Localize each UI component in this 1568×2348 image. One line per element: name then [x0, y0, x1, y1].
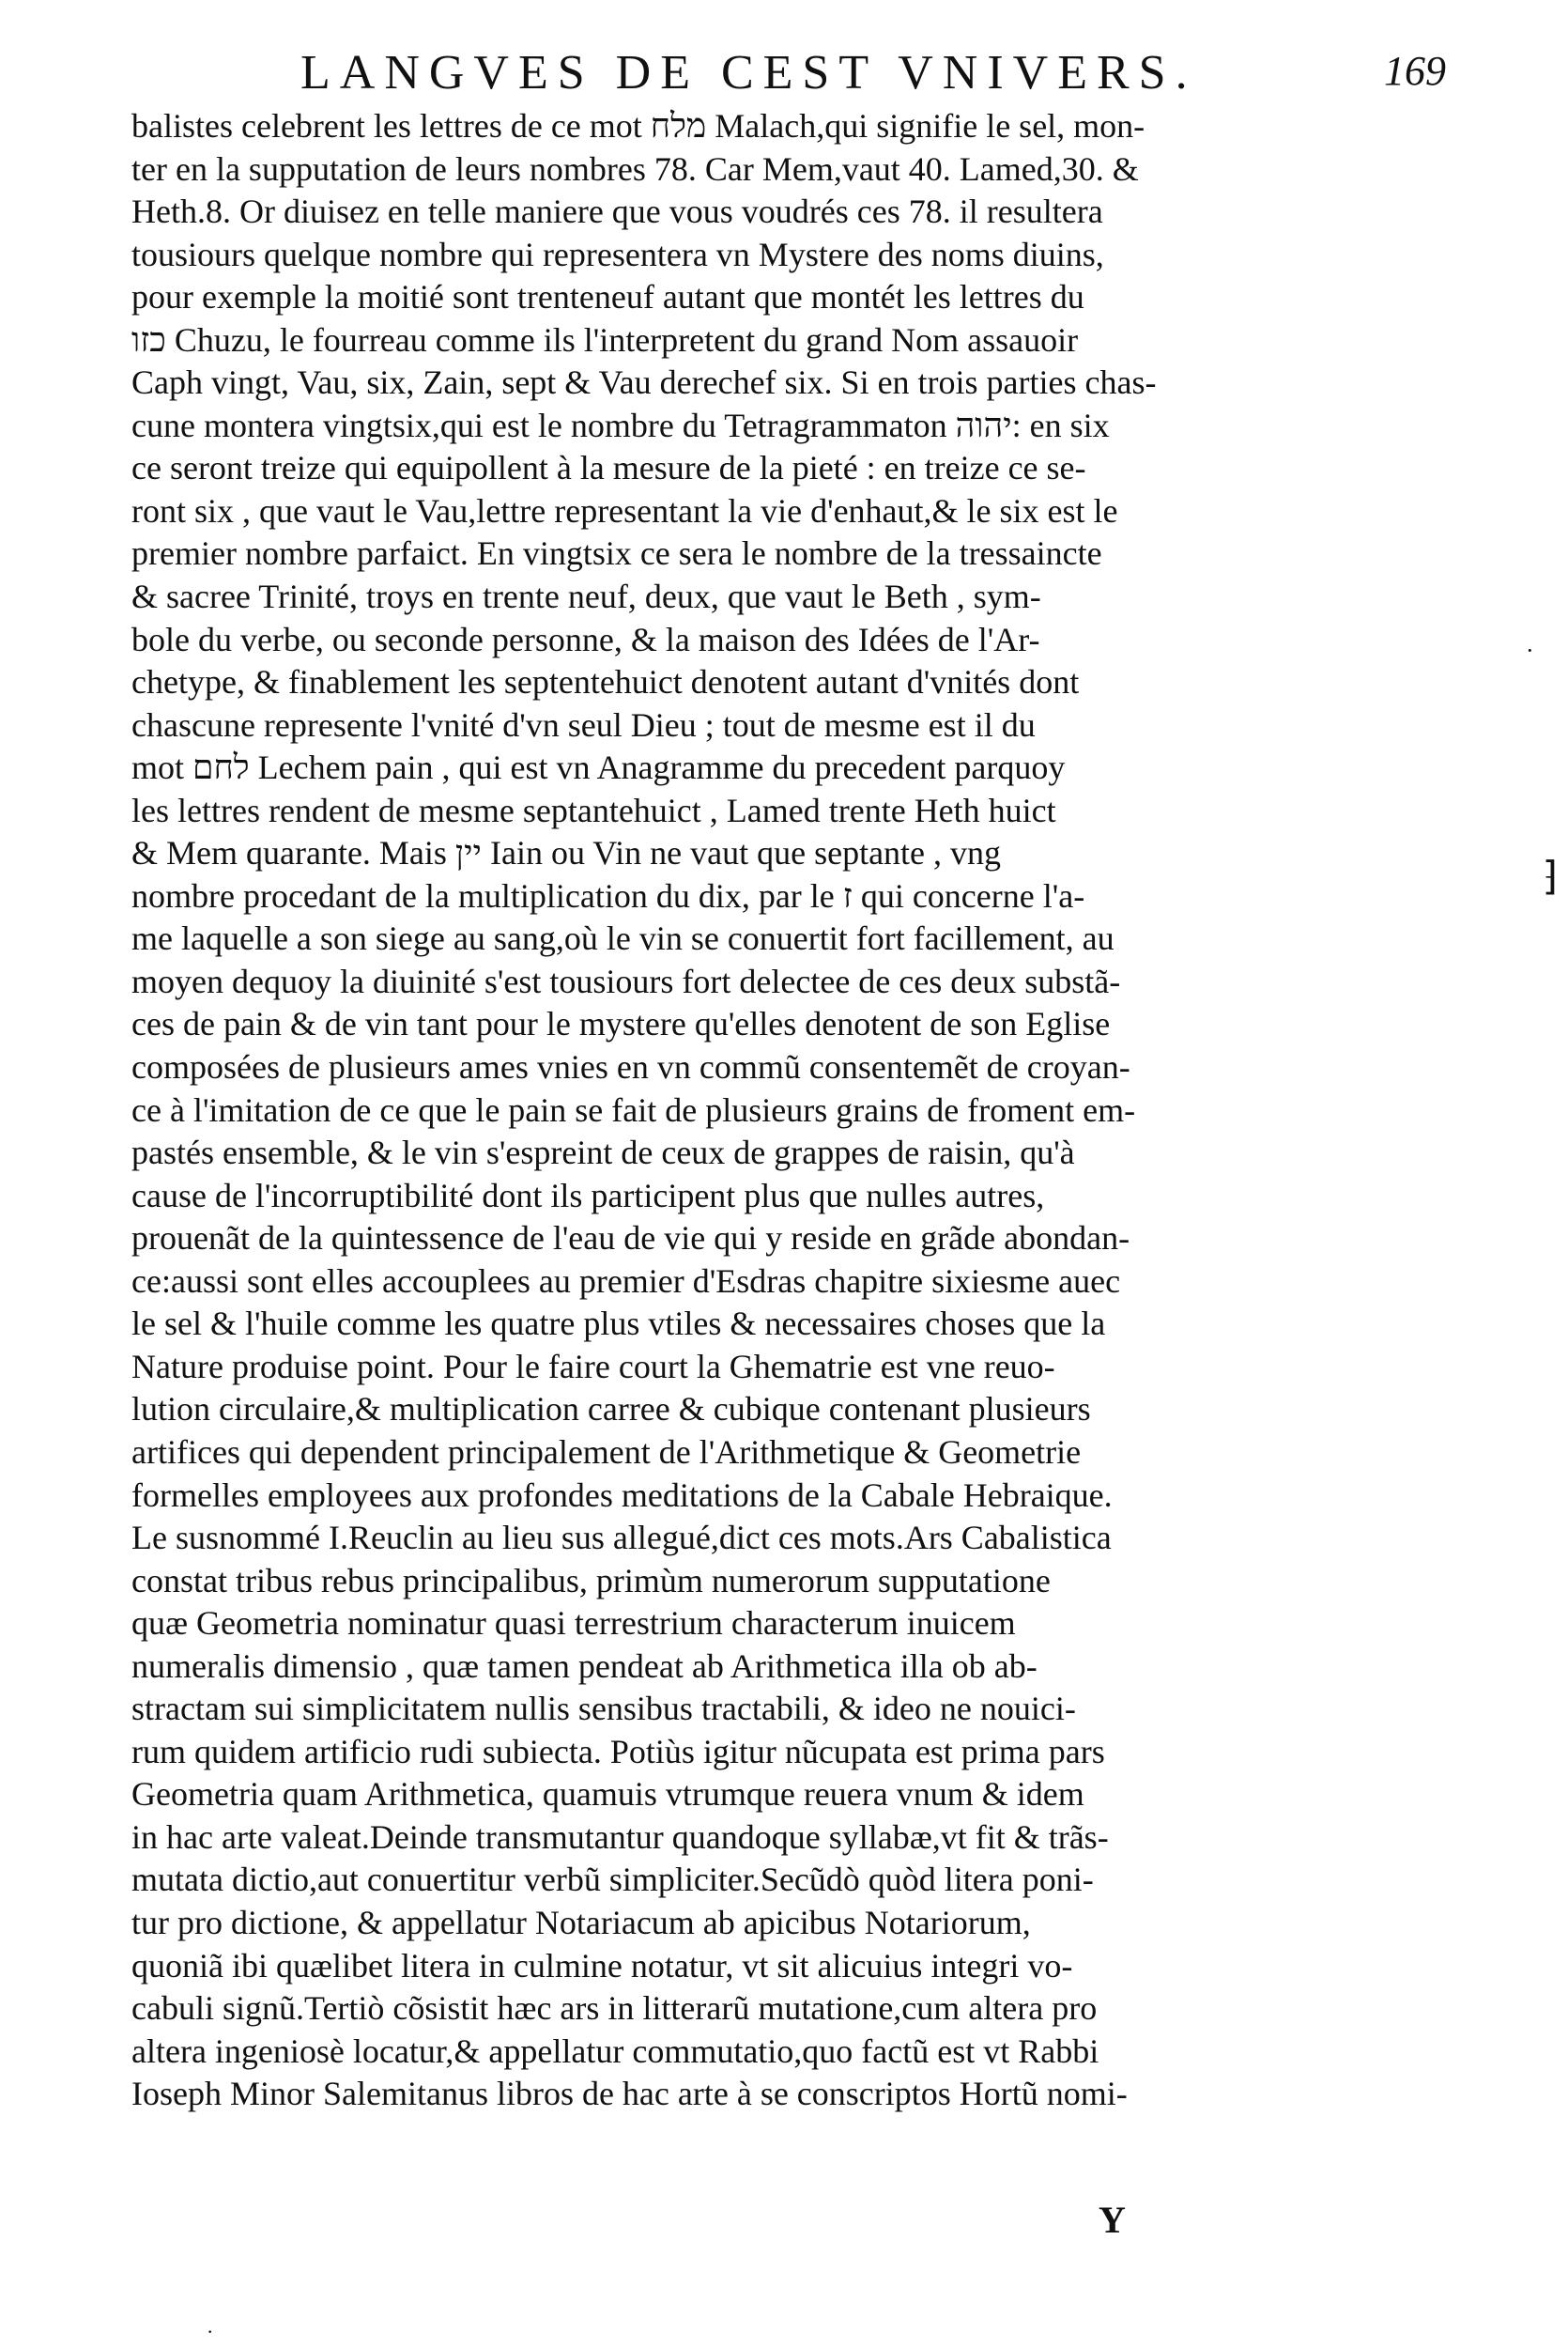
- text-line: bole du verbe, ou seconde personne, & la maison des Idées de l'Ar-: [131, 620, 1040, 658]
- page-number: 169: [1384, 48, 1446, 94]
- text-line: cune montera vingtsix,qui est le nombre du Tetragrammaton יהוה: en six: [131, 406, 1110, 444]
- text-line: ce seront treize qui equipollent à la mesure de la pieté : en treize ce se-: [131, 449, 1086, 487]
- text-line: cabuli signũ.Tertiò cõsistit hæc ars in litterarũ mutatione,cum altera pro: [131, 1989, 1098, 2028]
- text-line: Nature produise point. Pour le faire court la Ghematrie est vne reuo-: [131, 1347, 1055, 1385]
- text-line: me laquelle a son siege au sang,où le vin se conuertit fort facillement, au: [131, 919, 1115, 958]
- text-line: stractam sui simplicitatem nullis sensibus tractabili, & ideo ne nouici-: [131, 1690, 1076, 1728]
- running-title: LANGVES DE CEST VNIVERS.: [300, 46, 1197, 100]
- text-line: rum quidem artificio rudi subiecta. Potiùs igitur nũcupata est prima pars: [131, 1732, 1105, 1770]
- text-line: Geometria quam Arithmetica, quamuis vtrumque reuera vnum & idem: [131, 1775, 1084, 1814]
- text-line: chascune represente l'vnité d'vn seul Dieu ; tout de mesme est il du: [131, 705, 1036, 744]
- text-line: numeralis dimensio , quæ tamen pendeat ab Arithmetica illa ob ab-: [131, 1646, 1038, 1685]
- text-line: quoniã ibi quælibet litera in culmine notatur, vt sit alicuius integri vo-: [131, 1946, 1073, 1985]
- text-line: chetype, & finablement les septentehuict denotent autant d'vnités dont: [131, 663, 1080, 702]
- text-line: כזו Chuzu, le fourreau comme ils l'interpretent du grand Nom assauoir: [131, 320, 1079, 359]
- text-line: & sacree Trinité, troys en trente neuf, deux, que vaut le Beth , sym-: [131, 578, 1041, 616]
- text-line: ces de pain & de vin tant pour le mystere qu'elles denotent de son Eglise: [131, 1005, 1111, 1043]
- text-line: tur pro dictione, & appellatur Notariacum ab apicibus Notariorum,: [131, 1903, 1031, 1941]
- text-line: ront six , que vaut le Vau,lettre representant la vie d'enhaut,& le six est le: [131, 491, 1118, 530]
- speck-mark: ·: [207, 2320, 214, 2343]
- text-line: lution circulaire,& multiplication carree & cubique contenant plusieurs: [131, 1390, 1091, 1429]
- text-line: & Mem quarante. Mais יין Iain ou Vin ne vaut que septante , vng: [131, 834, 1002, 873]
- text-line: premier nombre parfaict. En vingtsix ce sera le nombre de la tressaincte: [131, 534, 1102, 573]
- text-line: ce:aussi sont elles accouplees au premier d'Esdras chapitre sixiesme auec: [131, 1261, 1121, 1300]
- text-line: Caph vingt, Vau, six, Zain, sept & Vau derechef six. Si en trois parties chas-: [131, 363, 1157, 402]
- text-line: mot לחם Lechem pain , qui est vn Anagramme du precedent parquoy: [131, 749, 1066, 787]
- page-header: [141, 38, 1446, 113]
- text-line: Heth.8. Or diuisez en telle maniere que vous voudrés ces 78. il resultera: [131, 193, 1103, 231]
- text-line: nombre procedant de la multiplication du dix, par le ז qui concerne l'a-: [131, 876, 1085, 915]
- text-line: mutata dictio,aut conuertitur verbũ simpliciter.Secũdò quòd litera poni-: [131, 1861, 1094, 1899]
- text-line: ter en la supputation de leurs nombres 78. Car Mem,vaut 40. Lamed,30. &: [131, 149, 1139, 188]
- text-line: Le susnommé I.Reuclin au lieu sus allegué,dict ces mots.Ars Cabalistica: [131, 1519, 1112, 1557]
- text-line: artifices qui dependent principalement de l'Arithmetique & Geometrie: [131, 1432, 1082, 1471]
- text-line: le sel & l'huile comme les quatre plus vtiles & necessaires choses que la: [131, 1305, 1106, 1343]
- signature-mark: Y: [1099, 2199, 1126, 2241]
- text-line: Ioseph Minor Salemitanus libros de hac arte à se conscriptos Hortũ nomi-: [131, 2075, 1128, 2113]
- text-line: cause de l'incorruptibilité dont ils participent plus que nulles autres,: [131, 1176, 1045, 1214]
- text-body: [131, 105, 1446, 2116]
- text-line: moyen dequoy la diuinité s'est tousiours fort delectee de ces deux substã-: [131, 962, 1121, 1000]
- text-line: formelles employees aux profondes meditations de la Cabale Hebraique.: [131, 1475, 1113, 1514]
- text-line: balistes celebrent les lettres de ce mot מלח Malach,qui signifie le sel, mon-: [131, 107, 1145, 145]
- margin-dot-mark: ·: [1526, 637, 1534, 664]
- text-line: in hac arte valeat.Deinde transmutantur quandoque syllabæ,vt fit & trãs-: [131, 1817, 1109, 1856]
- text-line: prouenãt de la quintessence de l'eau de vie qui y reside en grãde abondan-: [131, 1219, 1130, 1258]
- text-line: altera ingeniosè locatur,& appellatur commutatio,quo factũ est vt Rabbi: [131, 2031, 1099, 2070]
- text-line: pastés ensemble, & le vin s'espreint de ceux de grappes de raisin, qu'à: [131, 1134, 1075, 1172]
- text-line: les lettres rendent de mesme septantehuict , Lamed trente Heth huict: [131, 791, 1056, 829]
- text-line: tousiours quelque nombre qui representera vn Mystere des noms diuins,: [131, 235, 1104, 273]
- text-line: pour exemple la moitié sont trenteneuf autant que montét les lettres du: [131, 278, 1084, 317]
- text-line: ce à l'imitation de ce que le pain se fait de plusieurs grains de froment em-: [131, 1090, 1136, 1129]
- text-line: composées de plusieurs ames vnies en vn commũ consentemẽt de croyan-: [131, 1048, 1130, 1087]
- text-line: quæ Geometria nominatur quasi terrestrium characterum inuicem: [131, 1604, 1016, 1643]
- margin-bracket-mark: ⁆: [1543, 856, 1559, 899]
- text-line: constat tribus rebus principalibus, primùm numerorum supputatione: [131, 1561, 1051, 1599]
